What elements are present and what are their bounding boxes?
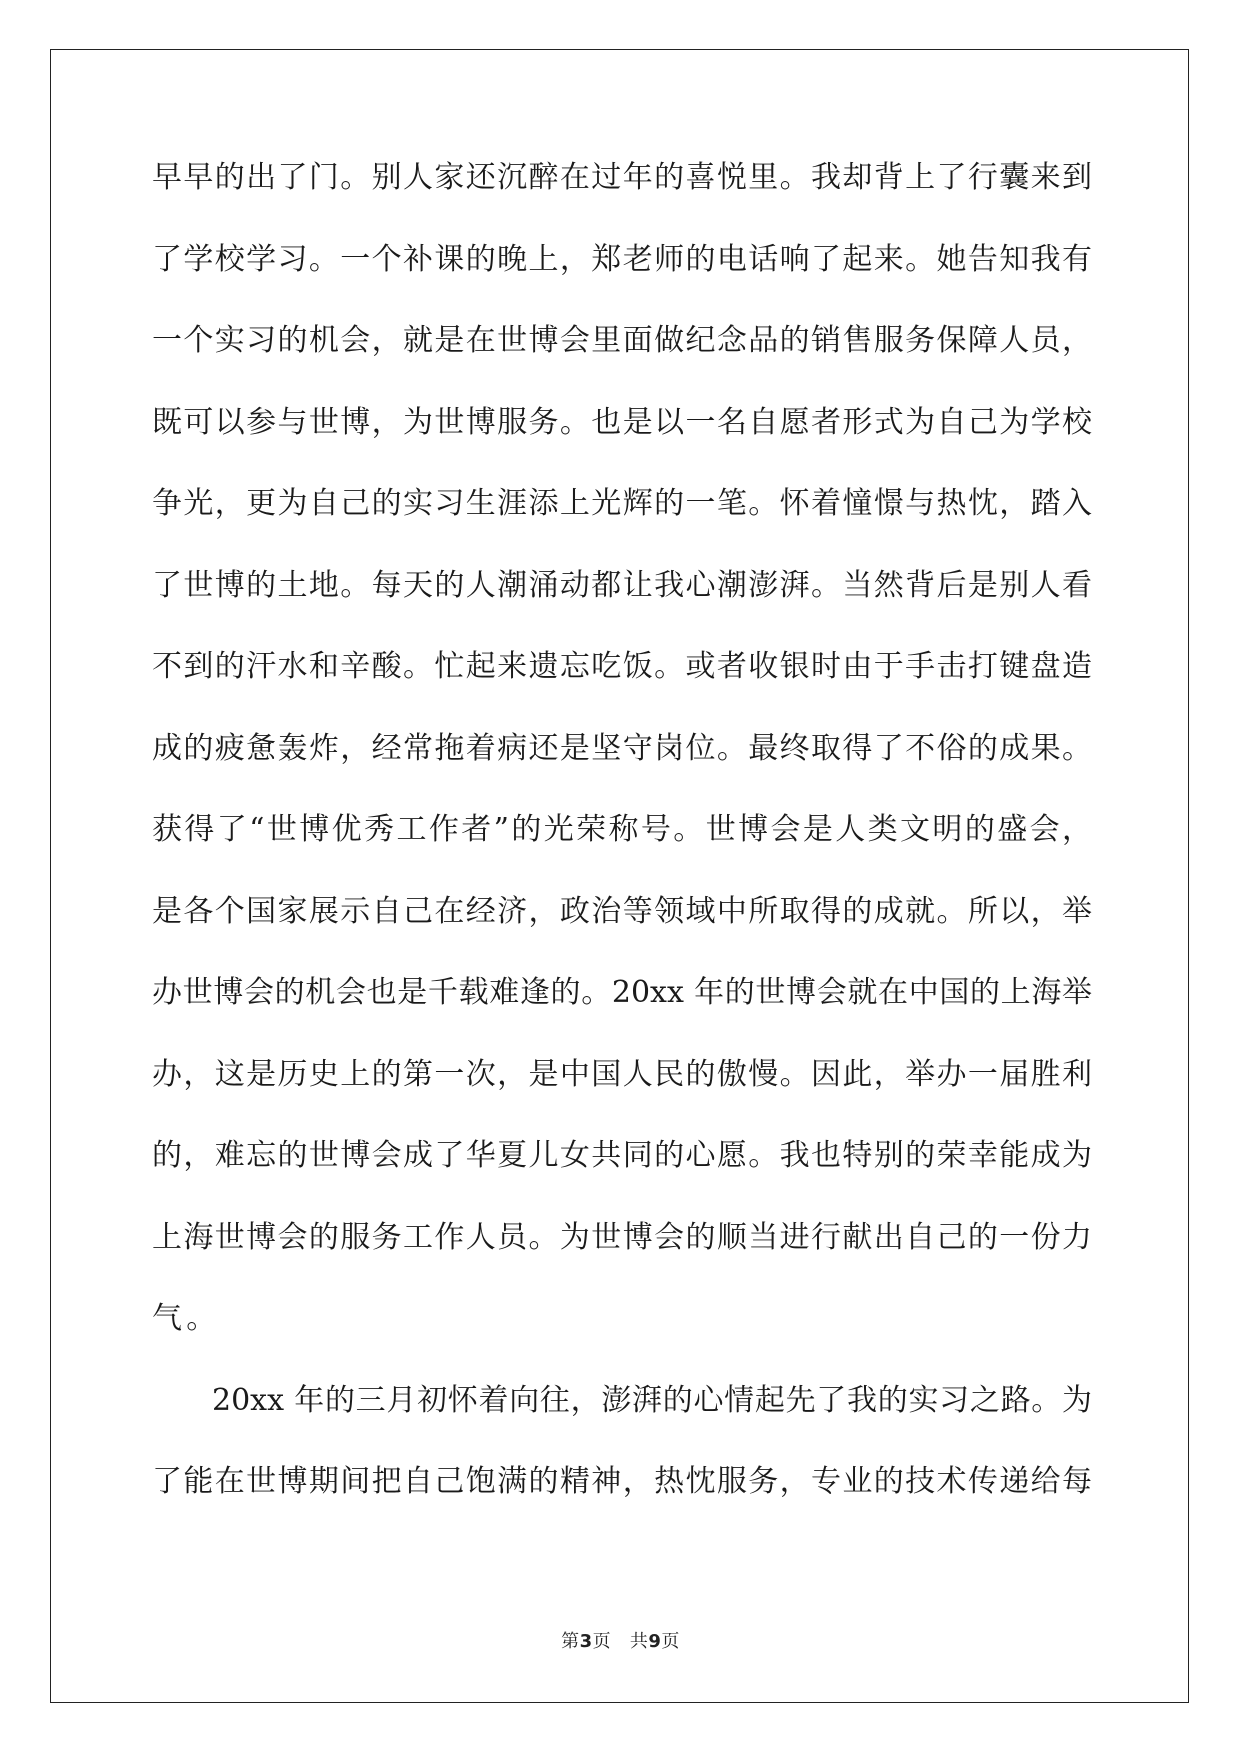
text-line: 了学校学习。一个补课的晚上，郑老师的电话响了起来。她告知我有 xyxy=(152,241,1092,277)
page-prefix: 第 xyxy=(561,1631,580,1652)
total-pages-number: 9 xyxy=(648,1631,662,1652)
text-line: 上海世博会的服务工作人员。为世博会的顺当进行献出自己的一份力 xyxy=(152,1219,1092,1255)
text-line: 了世博的土地。每天的人潮涌动都让我心潮澎湃。当然背后是别人看 xyxy=(152,567,1092,603)
text-line: 既可以参与世博，为世博服务。也是以一名自愿者形式为自己为学校 xyxy=(152,404,1092,440)
text-line: 办，这是历史上的第一次，是中国人民的傲慢。因此，举办一届胜利 xyxy=(152,1056,1092,1092)
text-line: 办世博会的机会也是千载难逢的。20xx 年的世博会就在中国的上海举 xyxy=(152,975,1092,1010)
current-page-number: 3 xyxy=(579,1631,593,1652)
text-line: 一个实习的机会，就是在世博会里面做纪念品的销售服务保障人员， xyxy=(152,323,1092,358)
text-line: 争光，更为自己的实习生涯添上光辉的一笔。怀着憧憬与热忱，踏入 xyxy=(152,486,1092,521)
total-suffix: 页 xyxy=(661,1631,680,1652)
text-line: 的，难忘的世博会成了华夏儿女共同的心愿。我也特别的荣幸能成为 xyxy=(152,1138,1092,1173)
text-line: 获得了“世博优秀工作者”的光荣称号。世博会是人类文明的盛会， xyxy=(152,812,1092,847)
text-line: 气。 xyxy=(152,1301,221,1336)
text-line: 早早的出了门。别人家还沉醉在过年的喜悦里。我却背上了行囊来到 xyxy=(152,160,1092,195)
page-suffix: 页 xyxy=(592,1631,612,1652)
text-line: 了能在世博期间把自己饱满的精神，热忱服务，专业的技术传递给每 xyxy=(152,1464,1092,1499)
page-footer xyxy=(0,1627,1241,1653)
document-body xyxy=(152,160,1092,1546)
text-line: 是各个国家展示自己在经济，政治等领域中所取得的成就。所以，举 xyxy=(152,893,1092,929)
text-line: 成的疲惫轰炸，经常拖着病还是坚守岗位。最终取得了不俗的成果。 xyxy=(152,730,1092,766)
paragraph-start-line: 20xx 年的三月初怀着向往，澎湃的心情起先了我的实习之路。为 xyxy=(212,1382,1092,1418)
total-prefix: 共 xyxy=(629,1631,649,1652)
text-line: 不到的汗水和辛酸。忙起来遗忘吃饭。或者收银时由于手击打键盘造 xyxy=(152,649,1092,684)
